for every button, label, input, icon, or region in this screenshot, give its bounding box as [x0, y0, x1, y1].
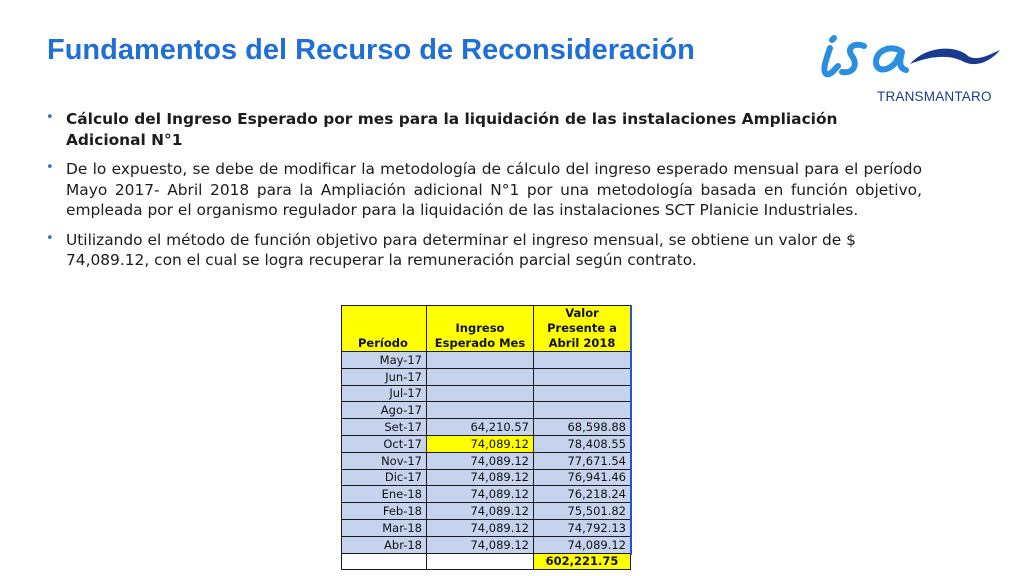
table-row — [342, 419, 631, 436]
bullet-item — [46, 159, 922, 221]
bullet-item — [46, 109, 922, 150]
cell-periodo: Set-17 — [342, 419, 427, 436]
table-header-row — [342, 306, 631, 352]
cell-valor-presente — [534, 402, 631, 419]
cell-periodo: Dic-17 — [342, 469, 427, 486]
bullet-dot-icon: • — [46, 160, 54, 175]
cell-valor-presente: 78,408.55 — [534, 435, 631, 452]
table-right-edge — [630, 305, 632, 555]
cell-valor-presente — [534, 385, 631, 402]
cell-periodo: Ene-18 — [342, 486, 427, 503]
cell-periodo: Nov-17 — [342, 452, 427, 469]
slide-title: Fundamentos del Recurso de Reconsideración — [47, 34, 695, 66]
cell-valor-presente — [534, 368, 631, 385]
empty-cell — [427, 553, 534, 570]
bullet-item — [46, 230, 922, 271]
table-total-row — [342, 553, 631, 570]
bullet-text: De lo expuesto, se debe de modificar la metodología de cálculo del ingreso esperado mensual para el período Mayo 2017- Abril 2018 para la Ampliación adicional N°1 por una metodología basada en función objetivo, empleada por el organismo regulador para la liquidación de las instalaciones SCT Planicie Industriales. — [66, 160, 922, 219]
cell-ingreso: 74,089.12 — [427, 519, 534, 536]
total-value: 602,221.75 — [534, 553, 631, 570]
cell-valor-presente: 68,598.88 — [534, 419, 631, 436]
cell-valor-presente: 76,941.46 — [534, 469, 631, 486]
table-row — [342, 469, 631, 486]
cell-valor-presente: 77,671.54 — [534, 452, 631, 469]
table-row — [342, 536, 631, 553]
header-ingreso: Ingreso Esperado Mes — [427, 306, 534, 352]
bullet-list — [46, 109, 922, 280]
table-row — [342, 352, 631, 369]
cell-valor-presente: 75,501.82 — [534, 503, 631, 520]
cell-periodo: Jul-17 — [342, 385, 427, 402]
bullet-dot-icon: • — [46, 110, 54, 125]
cell-ingreso: 74,089.12 — [427, 486, 534, 503]
table-row — [342, 385, 631, 402]
cell-ingreso — [427, 402, 534, 419]
cell-periodo: Oct-17 — [342, 435, 427, 452]
bullet-dot-icon: • — [46, 230, 54, 246]
header-valor-presente: Valor Presente a Abril 2018 — [534, 306, 631, 352]
cell-valor-presente — [534, 352, 631, 369]
cell-valor-presente: 74,089.12 — [534, 536, 631, 553]
cell-ingreso — [427, 352, 534, 369]
header-periodo: Período — [342, 306, 427, 352]
table-row — [342, 452, 631, 469]
table-row — [342, 402, 631, 419]
cell-ingreso: 74,089.12 — [427, 469, 534, 486]
cell-periodo: Feb-18 — [342, 503, 427, 520]
cell-periodo: Abr-18 — [342, 536, 427, 553]
table-row — [342, 519, 631, 536]
cell-valor-presente: 74,792.13 — [534, 519, 631, 536]
table-row — [342, 486, 631, 503]
cell-ingreso: 64,210.57 — [427, 419, 534, 436]
table-row — [342, 503, 631, 520]
cell-periodo: May-17 — [342, 352, 427, 369]
empty-cell — [342, 553, 427, 570]
cell-ingreso — [427, 368, 534, 385]
bullet-text: Utilizando el método de función objetivo para determinar el ingreso mensual, se obtiene un valor de $ 74,089.12, con el cual se logra recuperar la remuneración parcial según contrato. — [66, 230, 856, 269]
cell-ingreso: 74,089.12 — [427, 536, 534, 553]
table-row — [342, 435, 631, 452]
cell-ingreso: 74,089.12 — [427, 452, 534, 469]
table-row — [342, 368, 631, 385]
cell-ingreso: 74,089.12 — [427, 503, 534, 520]
cell-periodo: Mar-18 — [342, 519, 427, 536]
cell-periodo: Ago-17 — [342, 402, 427, 419]
cell-ingreso: 74,089.12 — [427, 435, 534, 452]
cell-periodo: Jun-17 — [342, 368, 427, 385]
cell-valor-presente: 76,218.24 — [534, 486, 631, 503]
bullet-text: Cálculo del Ingreso Esperado por mes para la liquidación de las instalaciones Ampliación Adicional N°1 — [66, 110, 838, 149]
logo-subtitle: TRANSMANTARO — [877, 89, 992, 104]
income-table — [341, 305, 631, 570]
cell-ingreso — [427, 385, 534, 402]
